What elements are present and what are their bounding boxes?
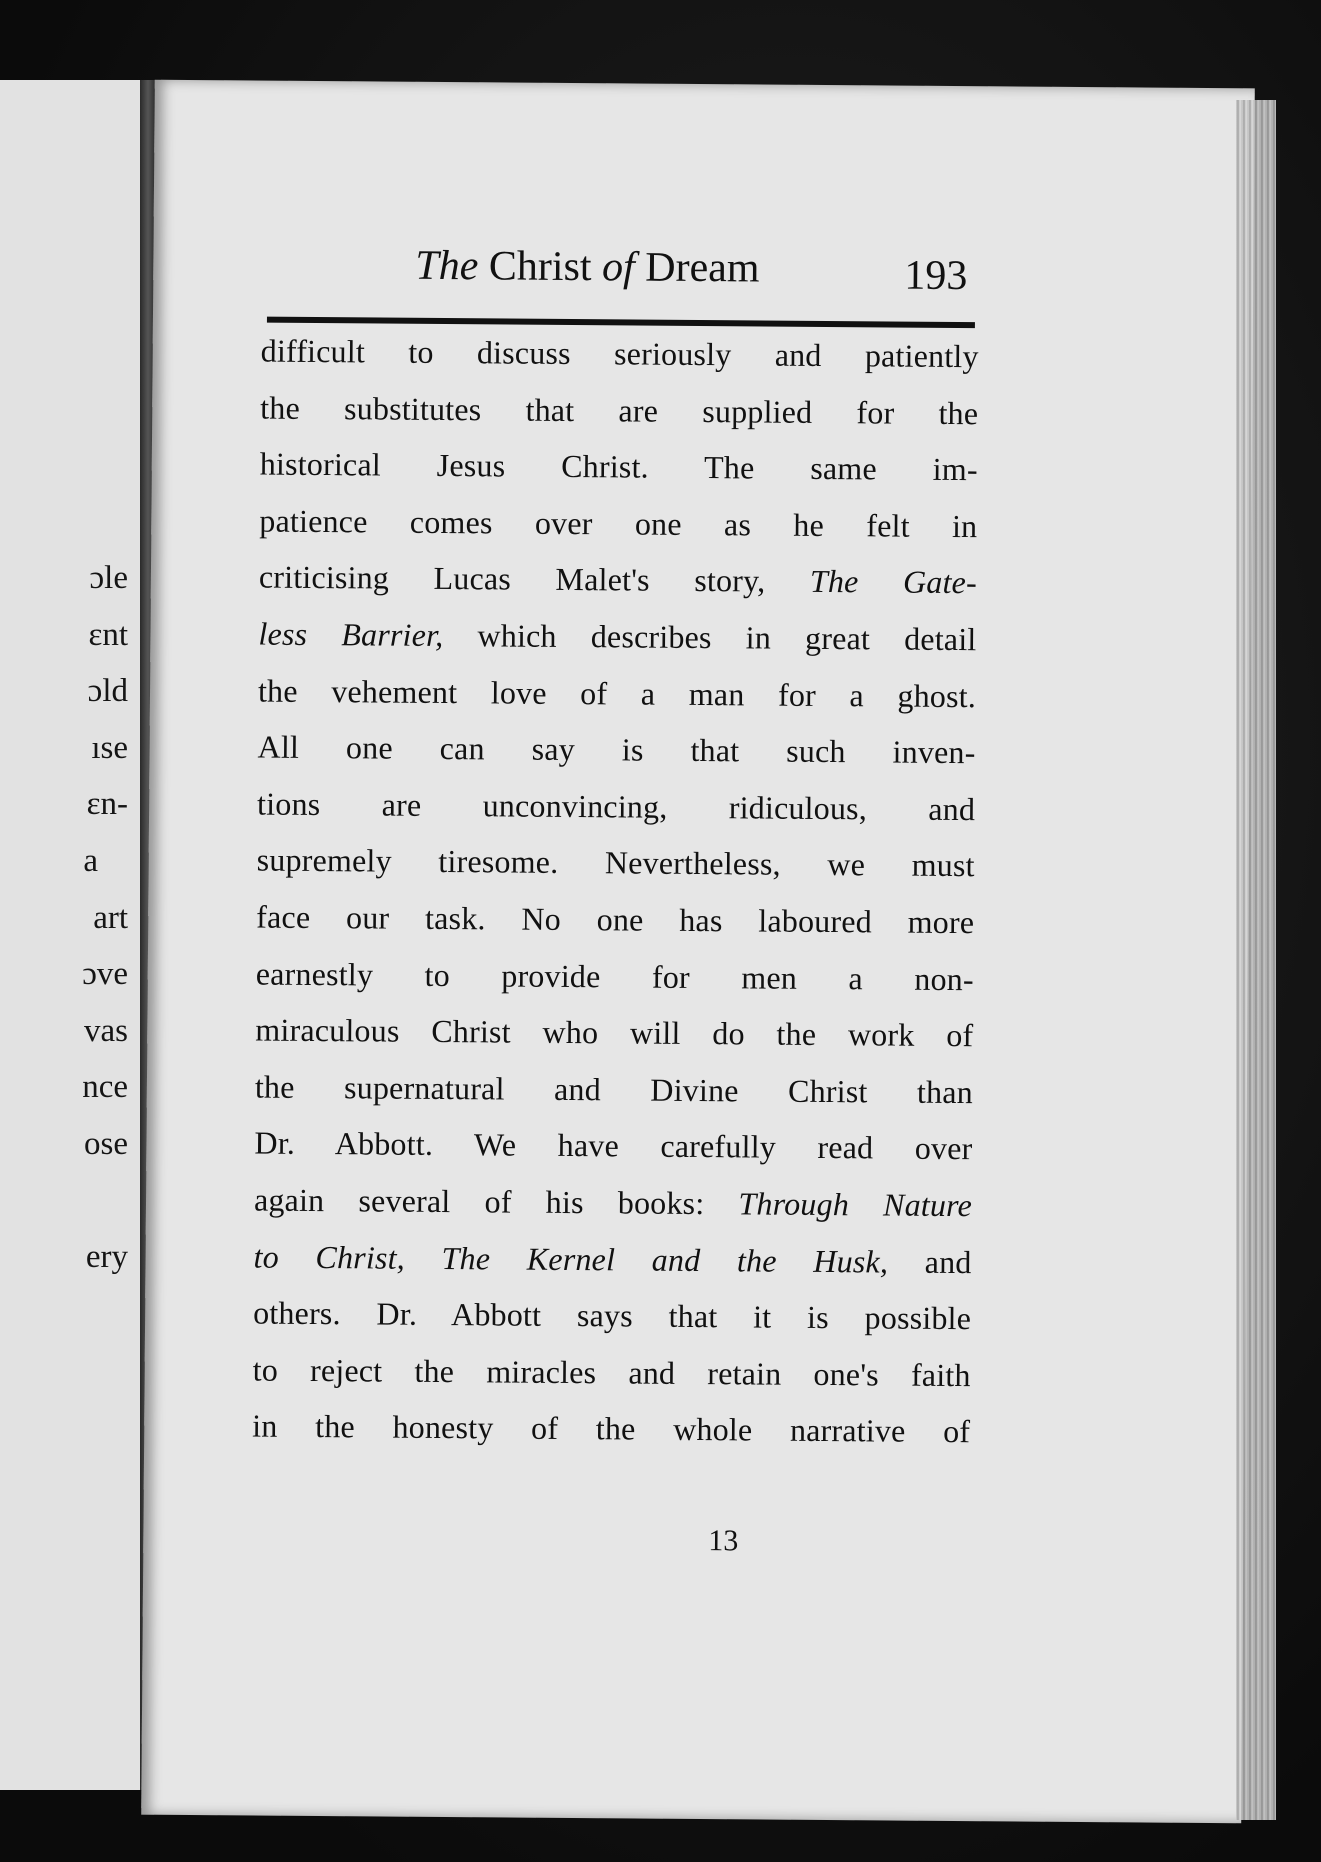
left-page-line: ery [85, 1239, 128, 1275]
running-title-of: of [601, 244, 635, 291]
text-span: historical Jesus Christ. The same im- [259, 445, 978, 488]
text-span: to reject the miracles and retain one's faith [252, 1351, 971, 1393]
text-line [253, 1349, 971, 1395]
page-number: 193 [904, 252, 968, 300]
text-line [257, 840, 975, 886]
text-span: face our task. No one has laboured more [256, 898, 975, 941]
text-line [253, 1293, 971, 1339]
text-span: Dr. Abbott. We have carefully read over [254, 1124, 973, 1167]
text-span: patience comes over one as he felt in [259, 502, 978, 544]
left-page-line: ɛn- [86, 786, 128, 822]
text-span: in the honesty of the whole narrative of [252, 1407, 971, 1450]
text-line [260, 387, 978, 433]
text-span: difficult to discuss seriously and patiently [260, 332, 979, 375]
italic-text: to Christ, The Kernel and the Husk, [253, 1238, 889, 1280]
running-header [265, 241, 975, 303]
text-span: the supernatural and Divine Christ than [254, 1068, 974, 1110]
left-facing-page [0, 80, 150, 1790]
text-span: miraculous Christ who will do the work of [255, 1011, 974, 1054]
text-line [259, 500, 977, 546]
left-page-line: ose [84, 1126, 128, 1162]
body-text [252, 331, 981, 1450]
left-page-line: ɔle [89, 560, 128, 596]
header-rule [267, 317, 975, 329]
left-page-line: ɛnt [88, 617, 128, 653]
text-span: All one can say is that such inven- [257, 728, 976, 771]
text-span: the vehement love of a man for a ghost. [257, 672, 977, 714]
text-line [256, 953, 974, 999]
italic-text: The Gate- [809, 563, 978, 601]
left-page-line: nce [82, 1069, 128, 1105]
left-page-line: ıse [91, 730, 128, 766]
text-line [257, 783, 975, 829]
text-line [257, 727, 975, 773]
text-line [258, 670, 976, 716]
text-line [255, 1010, 973, 1056]
running-title [415, 242, 760, 293]
text-span: tions are unconvincing, ridiculous, and [257, 785, 976, 827]
text-line [252, 1406, 970, 1452]
text-span: others. Dr. Abbott says that it is possible [253, 1294, 972, 1337]
text-line [261, 331, 979, 377]
left-page-line: vas [84, 1013, 128, 1049]
running-title-christ: Christ [488, 243, 592, 291]
left-page-line: art [93, 900, 128, 936]
text-span: the substitutes that are supplied for the [260, 389, 979, 431]
text-line [260, 444, 978, 490]
text-line [256, 897, 974, 943]
left-page-line: ɔld [87, 673, 128, 709]
running-title-the: The [415, 242, 479, 290]
italic-text: less Barrier, [258, 615, 444, 653]
text-span: supremely tiresome. Nevertheless, we must [256, 841, 975, 884]
text-span: and [887, 1243, 972, 1280]
text-line [253, 1236, 971, 1282]
book-page [141, 80, 1255, 1824]
text-span: which describes in great detail [443, 616, 977, 658]
italic-text: Through Nature [738, 1185, 973, 1224]
text-span: earnestly to provide for men a non- [255, 955, 974, 997]
text-line [254, 1123, 972, 1169]
text-line [259, 557, 977, 603]
left-page-line: ɔve [82, 956, 128, 992]
running-title-dream: Dream [645, 244, 760, 292]
text-line [255, 1066, 973, 1112]
left-page-line: a [83, 843, 98, 879]
text-span: again several of his books: [253, 1181, 739, 1222]
text-line [258, 614, 976, 660]
text-span: criticising Lucas Malet's story, [258, 558, 811, 600]
page-edges [1236, 100, 1276, 1820]
signature-mark: 13 [708, 1524, 739, 1558]
text-line [254, 1180, 972, 1226]
